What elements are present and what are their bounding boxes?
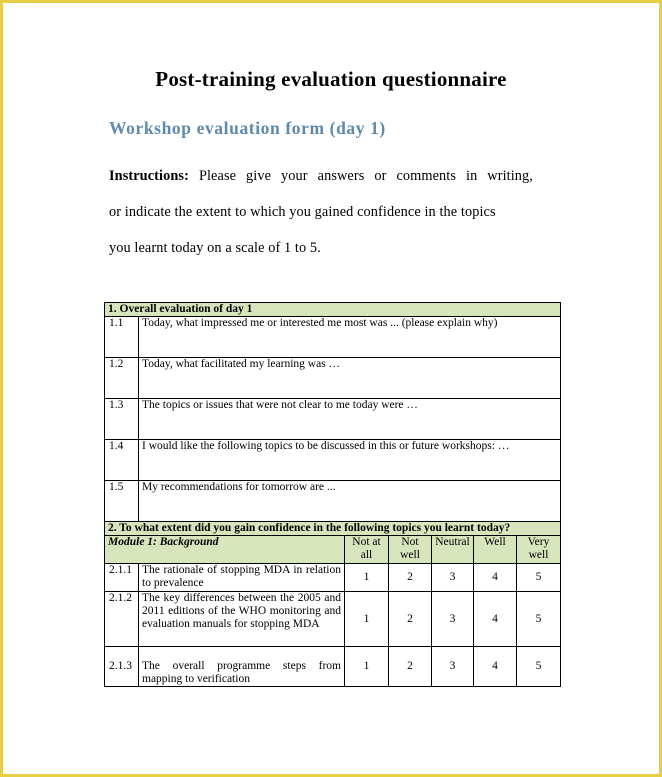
question-number: 1.2 [105, 358, 139, 399]
question-text-1-2[interactable]: Today, what facilitated my learning was … [139, 358, 561, 399]
rating-option[interactable]: 5 [517, 647, 561, 687]
rating-option[interactable]: 5 [517, 564, 561, 592]
instructions-label: Instructions: [109, 168, 189, 184]
question-number: 1.5 [105, 481, 139, 522]
item-text: The overall programme steps from mapping to verification [139, 647, 345, 687]
question-row [105, 317, 561, 358]
question-row [105, 399, 561, 440]
question-number: 1.4 [105, 440, 139, 481]
question-number: 1.1 [105, 317, 139, 358]
rating-option[interactable]: 4 [474, 592, 517, 647]
instructions-line-1 [109, 168, 533, 185]
instructions-text-1: Please give your answers or comments in writing, [198, 168, 533, 184]
rating-option[interactable]: 3 [432, 592, 474, 647]
instructions-line-2: or indicate the extent to which you gained confidence in the topics [109, 204, 496, 220]
item-text: The key differences between the 2005 and 2011 editions of the WHO monitoring and evaluation manuals for stopping MDA [139, 592, 345, 647]
question-text-1-3[interactable]: The topics or issues that were not clear to me today were … [139, 399, 561, 440]
scale-header-very-well: Very well [517, 536, 561, 564]
rating-option[interactable]: 2 [389, 564, 432, 592]
rating-option[interactable]: 3 [432, 564, 474, 592]
question-text-1-5[interactable]: My recommendations for tomorrow are ... [139, 481, 561, 522]
section-2-heading: 2. To what extent did you gain confidence in the following topics you learnt today? [105, 522, 561, 536]
rating-row [105, 564, 561, 592]
question-text-1-4[interactable]: I would like the following topics to be discussed in this or future workshops: … [139, 440, 561, 481]
rating-option[interactable]: 2 [389, 647, 432, 687]
section-1-heading: 1. Overall evaluation of day 1 [105, 303, 561, 317]
rating-option[interactable]: 1 [345, 647, 389, 687]
section-2-header [105, 522, 561, 536]
instructions-line-3: you learnt today on a scale of 1 to 5. [109, 240, 321, 256]
rating-option[interactable]: 2 [389, 592, 432, 647]
question-number: 1.3 [105, 399, 139, 440]
rating-row [105, 592, 561, 647]
item-number: 2.1.1 [105, 564, 139, 592]
item-number: 2.1.3 [105, 647, 139, 687]
item-number: 2.1.2 [105, 592, 139, 647]
rating-option[interactable]: 4 [474, 647, 517, 687]
rating-option[interactable]: 1 [345, 592, 389, 647]
rating-option[interactable]: 4 [474, 564, 517, 592]
module-name: Module 1: Background [105, 536, 345, 564]
page-title: Post-training evaluation questionnaire [155, 67, 507, 91]
module-header-row [105, 536, 561, 564]
question-text-1-1[interactable]: Today, what impressed me or interested me most was ... (please explain why) [139, 317, 561, 358]
form-subtitle: Workshop evaluation form (day 1) [109, 118, 386, 138]
question-row [105, 440, 561, 481]
evaluation-table [104, 302, 561, 687]
item-text: The rationale of stopping MDA in relation to prevalence [139, 564, 345, 592]
question-row [105, 358, 561, 399]
rating-row [105, 647, 561, 687]
scale-header-neutral: Neutral [432, 536, 474, 564]
scale-header-not-well: Not well [389, 536, 432, 564]
rating-option[interactable]: 3 [432, 647, 474, 687]
scale-header-well: Well [474, 536, 517, 564]
rating-option[interactable]: 5 [517, 592, 561, 647]
rating-option[interactable]: 1 [345, 564, 389, 592]
question-row [105, 481, 561, 522]
section-1-header [105, 303, 561, 317]
scale-header-not-at-all: Not at all [345, 536, 389, 564]
